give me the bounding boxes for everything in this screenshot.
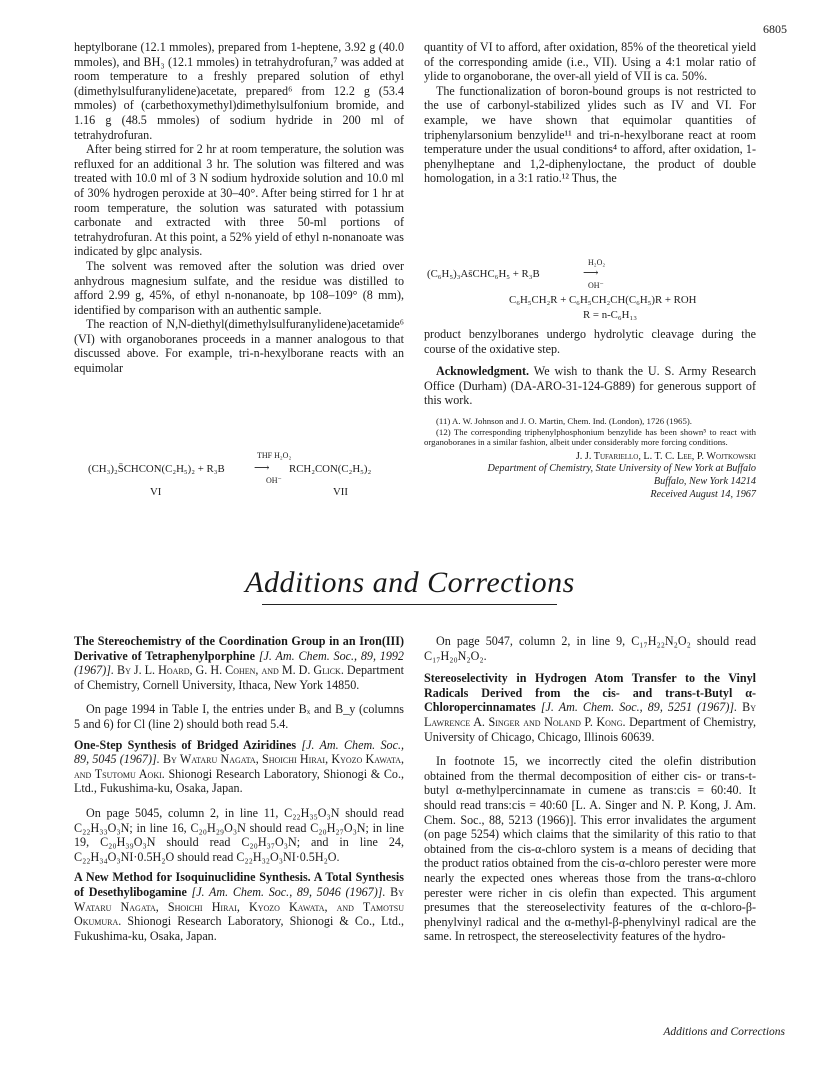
correction-2-title: One-Step Synthesis of Bridged Aziridines [74,737,297,752]
eq-left-reactants: (CH₃)₂S̄CHCON(C₂H₅)₂ + R₃B [88,463,225,475]
eq-right-h2o2: H₂O₂ [588,258,606,267]
arrow-icon: ⟶ [254,462,270,474]
acknowledgment [424,364,756,408]
correction-1-header [74,634,404,692]
right-paragraph-1: quantity of VI to afford, after oxidation, 85% of the theoretical yield of the corresponding amide (i.e., VII). Using a 4:1 molar ratio of ylide to organoborane, the over-all yield of VII is ca. 50%. [424,40,756,84]
right-column [424,40,756,186]
eq-right-reactants: (C₆H₅)₃As̄CHC₆H₅ + R₃B [427,268,540,280]
correction-3-body: On page 5047, column 2, in line 9, C₁₇H₂₂N₂O₂ should read C₁₇H₂₀N₂O₂. [424,634,756,663]
left-column [74,40,404,376]
correction-1-title: The Stereochemistry of the Coordination Group in an Iron(III) Derivative of Tetraphenylporphine [74,634,404,663]
left-paragraph-1: heptylborane (12.1 mmoles), prepared from 1-heptene, 3.92 g (40.0 mmoles), and BH₃ (12.1 mmoles) in tetrahydrofuran,⁷ was added at room temperature to a freshly prepared solution of ethyl (dimethylsulfuranylidene)acetate, prepared⁶ from 12.2 g (53.4 mmoles) of (carbethoxymethyl)dimethylsulfonium bromide, and 1.16 g (48.5 mmoles) of sodium hydride in 200 ml of tetrahydrofuran. [74,40,404,142]
correction-3-header [74,870,404,943]
section-title: Additions and Corrections [245,566,575,599]
page-number: 6805 [763,22,787,36]
correction-1-ref: [J. Am. Chem. Soc., 89, 1992 (1967)]. [74,648,404,678]
eq-label-vii: VII [333,486,348,498]
correction-2-ref: [J. Am. Chem. Soc., 89, 5045 (1967)]. [74,737,404,767]
right-paragraph-3: product benzylboranes undergo hydrolytic cleavage during the course of the oxidative step. [424,327,756,356]
eq-right-products: C₆H₅CH₂R + C₆H₅CH₂CH(C₆H₅)R + ROH [509,294,697,306]
corrections-left-column [74,634,404,943]
right-paragraph-2: The functionalization of boron-bound groups is not restricted to the use of carbonyl-stabilized ylides such as IV and VI. For example, we have shown that equimolar quantities of triphenylarsonium benzylide¹¹ and tri-n-hexylborane react at room temperature under the usual conditions⁴ to afford, after oxidation, 1-phenylheptane and 1,2-diphenyloctane, the product of double homologation, in a 3:1 ratio.¹² Thus, the [424,83,756,186]
correction-4-affiliation: Department of Chemistry, University of Chicago, Chicago, Illinois 60639. [424,714,756,744]
signature-block [424,451,756,501]
authors: J. J. Tufariello, L. T. C. Lee, P. Wojtkowski [575,450,756,462]
left-paragraph-2: After being stirred for 2 hr at room temperature, the solution was refluxed for an additional 3 hr. The solution was filtered and was treated with 10.0 ml of 3 N sodium hydroxide solution and 10.0 ml of 30% hydrogen peroxide at 30–40°. After being stirred for 1 hr at room temperature, the solution was saturated with potassium carbonate and extracted with three 50-ml portions of tetrahydrofuran. At this point, a 52% yield of ethyl n-nonanoate was indicated by glpc analysis. [74,142,404,259]
section-title-wrap [0,566,820,600]
left-paragraph-3: The solvent was removed after the solution was dried over anhydrous magnesium sulfate, and the residue was distilled to afford 2.99 g, 45%, of ethyl n-nonanoate, bp 108–109° (8 mm), identified by comparison with an authentic sample. [74,258,404,317]
ack-heading: Acknowledgment. [436,364,530,379]
left-paragraph-4: The reaction of N,N-diethyl(dimethylsulfuranylidene)acetamide⁶ (VI) with organoboranes proceeds in a manner analogous to that discussed above. For example, tri-n-hexylborane reacts with an equimolar [74,317,404,376]
correction-3-authors: By Wataru Nagata, Shoichi Hirai, Kyozo Kawata, and Tamotsu Okumura. [74,884,404,929]
correction-1-affiliation: Department of Chemistry, Cornell University, Ithaca, New York 14850. [74,663,404,692]
footnote-12: (12) The corresponding triphenylphosphonium benzylide has been shown⁵ to react with organoboranes in a similar fashion, albeit under considerably more forcing conditions. [424,426,756,448]
running-footer: Additions and Corrections [663,1026,785,1038]
eq-left-product: RCH₂CON(C₂H₅)₂ [289,463,372,475]
correction-3-ref: [J. Am. Chem. Soc., 89, 5046 (1967)]. [191,884,386,899]
eq-right-oh: OH⁻ [588,281,604,290]
eq-right-r-def: R = n-C₆H₁₃ [583,309,637,321]
affiliation-line-2: Buffalo, New York 14214 [653,475,756,487]
arrow-icon: ⟶ [583,267,599,279]
affiliation-line-1: Department of Chemistry, State University of New York at Buffalo [487,463,756,475]
right-column-lower [424,327,756,501]
title-rule [262,604,557,605]
correction-4-title: Stereoselectivity in Hydrogen Atom Transfer to the Vinyl Radicals Derived from the cis- and trans-t-Butyl α-Chloropercinnamates [424,671,756,715]
correction-2-header [74,738,404,796]
footnote-11: (11) A. W. Johnson and J. O. Martin, Chem. Ind. (London), 1726 (1965). [436,415,692,426]
footnotes [424,416,756,448]
correction-3-affiliation: Shionogi Research Laboratory, Shionogi & Co., Ltd., Fukushima-ku, Osaka, Japan. [74,914,404,943]
correction-4-body: In footnote 15, we incorrectly cited the olefin distribution obtained from the thermal decomposition of either cis- or trans-t-butyl α-methylpercinnamate in cumene as trans:cis = 60:40. It should read trans:cis = 40:60 [L. A. Singer and N. P. Kong, J. Am. Chem. Soc., 88, 5213 (1966)]. This error invalidates the argument (on page 5254) which claims that the similarity of this ratio to that obtained from the cis-α-chloro system is a means of deciding that the product ratios obtained from the cis-α-chloro perester were more nearly the expected ones whereas those from the trans-α-chloro perester were richer in cis olefin than expected. This argument presumes that the stereoselectivity features of the α-chloro-β-phenylvinyl radical and the α-methyl-β-phenylvinyl radical are the same. In retrospect, the stereoselectivity features of the hydro- [424,754,756,944]
ack-text: We wish to thank the U. S. Army Research Office (Durham) (DA-ARO-31-124-G889) for generous support of this work. [424,364,756,408]
correction-2-body: On page 5045, column 2, in line 11, C₂₂H₃₅O₃N should read C₂₂H₃₃O₃N; in line 16, C₂₀H₂₉O₃N should read C₂₀H₂₇O₃N; in line 19, C₂₀H₃₉O₃N should read C₂₀H₃₇O₃N; and in line 24, C₂₂H₃₄O₃NI·0.5H₂O should read C₂₂H₃₂O₃NI·0.5H₂O. [74,805,404,864]
eq-left-conditions: THF H₂O₂ [257,451,292,460]
correction-1-authors: By J. L. Hoard, G. H. Cohen, and M. D. Glick. [117,663,344,678]
correction-4-header [424,671,756,744]
correction-2-affiliation: Shionogi Research Laboratory, Shionogi & Co., Ltd., Fukushima-ku, Osaka, Japan. [74,766,404,796]
correction-1-body: On page 1994 in Table I, the entries under Bₓ and B_y (columns 5 and 6) for Cl (line 2) should both read 5.4. [74,702,404,731]
correction-4-ref: [J. Am. Chem. Soc., 89, 5251 (1967)]. [540,700,738,715]
correction-2-authors: By Wataru Nagata, Shoichi Hirai, Kyozo Kawata, and Tsutomu Aoki. [74,752,405,781]
eq-label-vi: VI [150,486,162,498]
corrections-right-column [424,634,756,944]
correction-3-title: A New Method for Isoquinuclidine Synthesis. A Total Synthesis of Desethylibogamine [74,870,404,899]
eq-left-oh: OH⁻ [266,476,282,485]
received-date: Received August 14, 1967 [650,488,756,500]
correction-4-authors: By Lawrence A. Singer and Noland P. Kong. [424,700,756,729]
